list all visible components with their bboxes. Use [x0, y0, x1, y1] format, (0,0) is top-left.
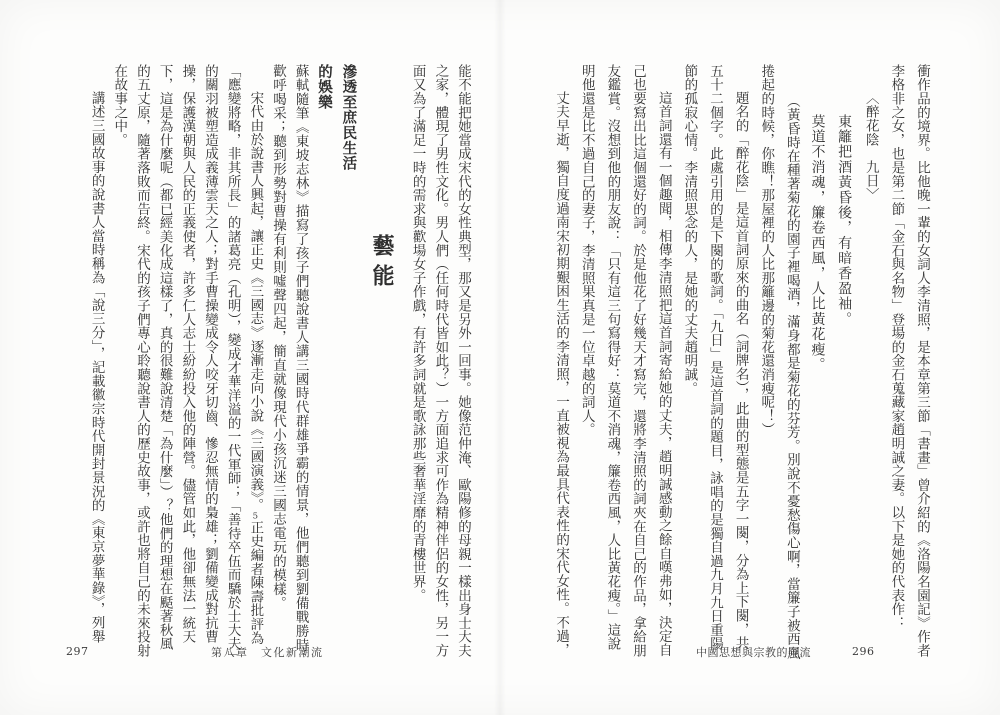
page-right-296 [526, 64, 934, 661]
lead-paragraph: 蘇軾隨筆《東坡志林》描寫了孩子們聽說書人講三國時代群雄爭霸的情景，他們聽到劉備戰勝時歡呼喝采；聽到形勢對曹操有利則噓聲四起，簡直就像現代小孩沉迷三國志電玩的模樣。 [270, 64, 309, 652]
paragraph-text: 正史編者陳壽批評為「應變將略，非其所長」的諸葛亮（孔明），變成才華洋溢的一代軍師；「善待卒伍而驕於士大夫」的關羽被塑造成義薄雲天之人；對手曹操變成令人咬牙切齒、慘忍無情的梟雄；劉備變成對抗曹操，保護漢朝與人民的正義使者，許多仁人志士紛紛投入他的陣營。儘管如此，他卻無法一統天下，這是為什麼呢（都已經美化成這樣了，真的很難說清楚「為什麼」）？他們的理想在颳著秋風的五丈原，隨著落敗而告終。宋代的孩子們專心聆聽說書人的歷史故事，或許也將自己的未來投射在故事之中。 [111, 64, 264, 658]
paragraph: 講述三國故事的說書人當時稱為「說三分」，記載徽宗時代開封景況的《東京夢華錄》，列舉 [88, 91, 105, 644]
paragraph: 這首詞還有一個趣聞，相傳李清照把這首詞寄給她的丈夫，趙明誠感動之餘自嘆弗如，決定自己也要寫出比這個還好的詞。於是他花了好幾天才寫完，還將李清照的詞夾在自己的作品，拿給朋友鑑賞。沒想到他的朋友說：「只有這三句寫得好：莫道不消魂，簾卷西風，人比黃花瘦。」這說明他還是比不過自己的妻子，李清照果真是一位卓越的詞人。 [578, 64, 672, 658]
subsection-heading-line: 滲透至庶民生活 [340, 64, 358, 172]
paragraph-text: 宋代由於說書人興起，讓正史《三國志》逐漸走向小說《三國演義》。 [247, 91, 264, 513]
page-left-297 [60, 64, 474, 661]
poem-title: 〈醉花陰 九日〉 [862, 91, 879, 202]
paragraph: 丈夫早逝，獨自度過南宋初期艱困生活的李清照，一直被視為最具代表性的宋代女性。不過， [553, 91, 570, 657]
poem-line: 東籬把酒黃昏後，有暗香盈袖。 [836, 114, 853, 328]
page-number-right: 296 [852, 645, 875, 658]
book-title-footer: 中國思想與宗教的奔流 [696, 646, 811, 659]
page-gutter [494, 0, 506, 715]
chapter-footer: 第八章 文化新潮流 [211, 646, 324, 659]
section-heading: 藝能 [368, 234, 395, 294]
paragraph-with-footnote [108, 64, 267, 661]
poem-translation: （黃昏時在種著菊花的園子裡喝酒，滿身都是菊花的芬芳。別說不憂愁傷心啊，當簾子被西風捲起的時候，你瞧！那屋裡的人比那籬邊的菊花還消瘦呢！） [758, 64, 800, 660]
opening-paragraph: 衝作品的境界。比他晚一輩的女詞人李清照，是本章第三節「書畫」曾介紹的《洛陽名園記》作者李格非之女，也是第二節「金石與名物」登場的金石蒐藏家趙明誠之妻。以下是她的代表作： [888, 64, 930, 658]
opening-paragraph: 能不能把她當成宋代的女性典型，那又是另外一回事。她像范仲淹、歐陽修的母親一樣出身士大夫之家，體現了男性文化。男人們（任何時代皆如此？）一方面追求可作為精神伴侶的女性，另一方面又為了滿足一時的需求與歡場女子作戲，有許多詞就是歌詠那些奢華淫靡的青樓世界。 [409, 64, 471, 658]
subsection-heading-line: 的娛樂 [316, 64, 334, 110]
footnote-marker: 5 [252, 512, 259, 521]
paragraph: 題名的「醉花陰」是這首詞原來的曲名（詞牌名），此曲的型態是五字一闋，分為上下闋，共五十二個字。此處引用的是下闋的歌詞。「九日」是這首詞的題目，詠唱的是獨自過九月九日重陽節的孤寂心情。李清照思念的人，是她的丈夫趙明誠。 [681, 64, 749, 651]
page-number-left: 297 [66, 645, 89, 658]
poem-line: 莫道不消魂，簾卷西風，人比黃花瘦。 [809, 114, 826, 373]
